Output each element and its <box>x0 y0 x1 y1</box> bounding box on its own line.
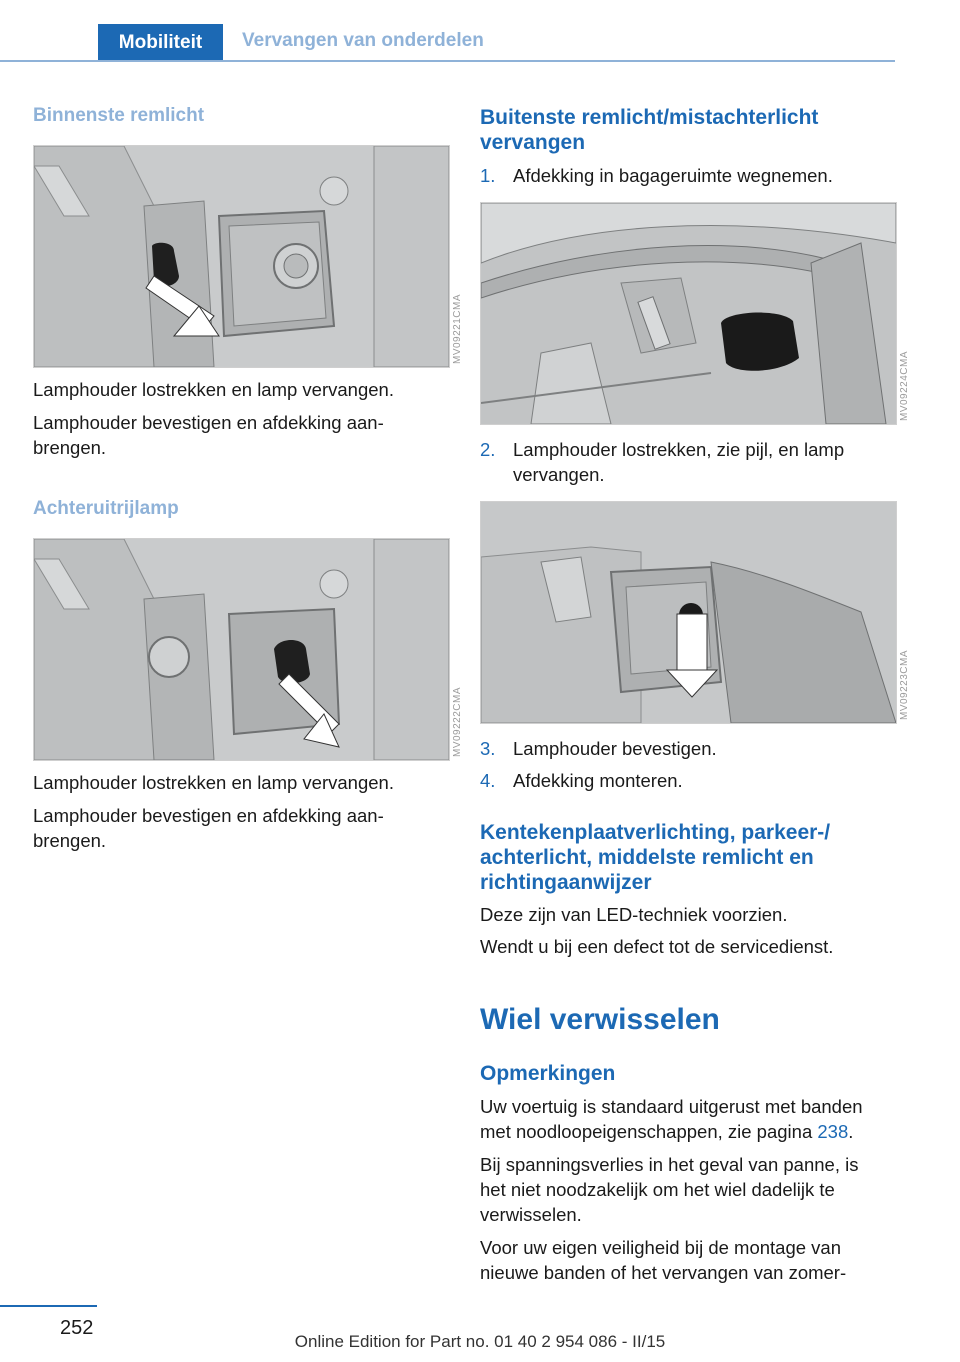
paragraph: Lamphouder lostrekken en lamp vervangen. <box>33 379 394 400</box>
paragraph-text: met noodloopeigenschappen, zie pagina <box>480 1121 813 1142</box>
step-2 <box>480 437 844 462</box>
figure-code: MV09222CMA <box>452 686 463 757</box>
figure-inner-brake-light <box>33 145 450 368</box>
heading-plate-light-cont: richtingaanwijzer <box>480 871 652 894</box>
figure-code: MV09223CMA <box>899 649 910 720</box>
page-reference-link[interactable]: 238 <box>817 1121 849 1142</box>
paragraph: Lamphouder lostrekken en lamp vervangen. <box>33 772 394 793</box>
step-3 <box>480 736 717 761</box>
heading-inner-brake-light: Binnenste remlicht <box>33 105 205 126</box>
figure-reverse-light <box>33 538 450 761</box>
paragraph: Deze zijn van LED-techniek voorzien. <box>480 904 788 925</box>
heading-plate-light-cont: achterlicht, middelste remlicht en <box>480 846 814 869</box>
step-1 <box>480 163 833 188</box>
paragraph: verwisselen. <box>480 1204 582 1225</box>
heading-notes: Opmerkingen <box>480 1062 616 1085</box>
heading-reverse-light: Achteruitrijlamp <box>33 498 179 519</box>
heading-plate-light: Kentekenplaatverlichting, parkeer-/ <box>480 821 831 844</box>
header-rule <box>0 60 895 62</box>
step-2-cont <box>513 462 605 487</box>
step-text: Lamphouder lostrekken, zie pijl, en lamp <box>513 439 845 460</box>
chapter-tab[interactable]: Mobiliteit <box>98 24 223 62</box>
paragraph: nieuwe banden of het vervangen van zomer- <box>480 1262 847 1283</box>
section-title: Vervangen van onderdelen <box>242 30 484 51</box>
figure-code: MV09221CMA <box>452 293 463 364</box>
paragraph-text: . <box>848 1121 854 1142</box>
step-number: 4. <box>480 770 496 791</box>
paragraph: Uw voertuig is standaard uitgerust met banden <box>480 1096 863 1117</box>
figure-code: MV09224CMA <box>899 350 910 421</box>
heading-wheel-change: Wiel verwisselen <box>480 1003 720 1036</box>
step-number: 1. <box>480 165 496 186</box>
step-text: vervangen. <box>513 464 605 485</box>
step-4 <box>480 768 683 793</box>
paragraph: brengen. <box>33 437 107 458</box>
paragraph: Wendt u bij een defect tot de servicedienst. <box>480 936 834 957</box>
figure-outer-lamp-holder <box>480 501 897 724</box>
step-number: 3. <box>480 738 496 759</box>
footer-edition: Online Edition for Part no. 01 40 2 954 086 - II/15 <box>294 1332 666 1351</box>
step-number: 2. <box>480 439 496 460</box>
step-text: Afdekking in bagageruimte wegnemen. <box>513 165 833 186</box>
heading-outer-brake-light: Buitenste remlicht/mistachterlicht <box>480 106 819 129</box>
figure-trunk-cover <box>480 202 897 425</box>
paragraph: brengen. <box>33 830 107 851</box>
step-text: Lamphouder bevestigen. <box>513 738 717 759</box>
heading-outer-brake-light-cont: vervangen <box>480 131 586 154</box>
paragraph: het niet noodzakelijk om het wiel dadelijk te <box>480 1179 835 1200</box>
page-number: 252 <box>60 1317 94 1339</box>
paragraph: Lamphouder bevestigen en afdekking aan‐ <box>33 805 384 826</box>
page-number-rule <box>0 1305 97 1307</box>
paragraph: Lamphouder bevestigen en afdekking aan‐ <box>33 412 384 433</box>
paragraph <box>480 1119 853 1144</box>
paragraph: Bij spanningsverlies in het geval van panne, is <box>480 1154 859 1175</box>
step-text: Afdekking monteren. <box>513 770 683 791</box>
paragraph: Voor uw eigen veiligheid bij de montage van <box>480 1237 841 1258</box>
